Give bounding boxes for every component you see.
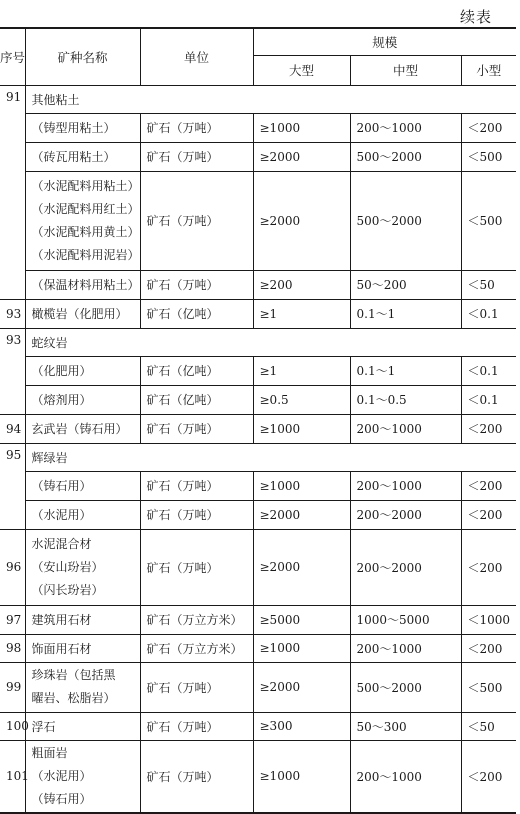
small-value: ＜200 — [461, 529, 516, 605]
small-value: ＜500 — [461, 142, 516, 171]
table-row — [0, 142, 516, 171]
large-value: ≥2000 — [253, 142, 350, 171]
unit-cell: 矿石（万吨） — [140, 662, 253, 712]
table-row — [0, 712, 516, 740]
large-value: ≥1000 — [253, 740, 350, 813]
row-number: 100 — [0, 712, 25, 740]
mineral-name-line: （水泥配料用红土） — [31, 201, 140, 216]
mineral-name: 辉绿岩 — [25, 443, 516, 471]
large-value: ≥2000 — [253, 529, 350, 605]
mineral-name-line: 曜岩、松脂岩） — [31, 691, 116, 705]
unit-cell: 矿石（万吨） — [140, 414, 253, 443]
medium-value: 200～1000 — [350, 634, 461, 662]
small-value: ＜200 — [461, 634, 516, 662]
table-row — [0, 85, 516, 113]
row-number: 93 — [0, 299, 25, 328]
continued-label: 续表 — [459, 8, 492, 26]
small-value: ＜200 — [461, 471, 516, 500]
medium-value: 200～2000 — [350, 529, 461, 605]
table-row — [0, 414, 516, 443]
mineral-name-line: （水泥配料用黄土） — [31, 224, 140, 239]
mineral-name: （铸石用） — [25, 471, 140, 500]
mineral-name-multiline — [25, 171, 140, 270]
header-medium: 中型 — [350, 55, 461, 85]
small-value: ＜500 — [461, 662, 516, 712]
mineral-name-line: （闪长玢岩） — [31, 582, 104, 597]
small-value: ＜200 — [461, 113, 516, 142]
header-small: 小型 — [461, 55, 516, 85]
header-scale: 规模 — [253, 28, 516, 55]
small-value: ＜0.1 — [461, 356, 516, 385]
medium-value: 200～1000 — [350, 113, 461, 142]
table-row — [0, 270, 516, 299]
mineral-name: 建筑用石材 — [25, 605, 140, 634]
large-value: ≥2000 — [253, 171, 350, 270]
unit-cell: 矿石（万吨） — [140, 529, 253, 605]
unit-cell: 矿石（万吨） — [140, 270, 253, 299]
large-value: ≥200 — [253, 270, 350, 299]
mineral-name-line: （安山玢岩） — [31, 559, 104, 574]
row-number: 99 — [0, 662, 25, 712]
large-value: ≥1000 — [253, 414, 350, 443]
table-row — [0, 500, 516, 529]
unit-cell: 矿石（万立方米） — [140, 634, 253, 662]
small-value: ＜0.1 — [461, 299, 516, 328]
large-value: ≥5000 — [253, 605, 350, 634]
unit-cell: 矿石（亿吨） — [140, 356, 253, 385]
large-value: ≥1000 — [253, 471, 350, 500]
row-number: 96 — [0, 529, 25, 605]
medium-value: 200～2000 — [350, 500, 461, 529]
table-row — [0, 113, 516, 142]
mineral-name: （化肥用） — [25, 356, 140, 385]
row-number: 97 — [0, 605, 25, 634]
medium-value: 200～1000 — [350, 471, 461, 500]
table-row — [0, 634, 516, 662]
mineral-name: 浮石 — [25, 712, 140, 740]
header-unit: 单位 — [140, 28, 253, 85]
header-large: 大型 — [253, 55, 350, 85]
row-number: 98 — [0, 634, 25, 662]
small-value: ＜200 — [461, 414, 516, 443]
medium-value: 0.1～1 — [350, 356, 461, 385]
table-row — [0, 471, 516, 500]
mineral-name: 玄武岩（铸石用） — [25, 414, 140, 443]
mineral-name-line: （水泥配料用粘土） — [31, 178, 140, 193]
mineral-name: 其他粘土 — [25, 85, 516, 113]
table-row — [0, 740, 516, 813]
header-no: 序号 — [0, 28, 25, 85]
large-value: ≥1 — [253, 356, 350, 385]
mineral-scale-table — [0, 27, 516, 814]
table-row — [0, 299, 516, 328]
unit-cell: 矿石（亿吨） — [140, 299, 253, 328]
small-value: ＜0.1 — [461, 385, 516, 414]
mineral-name-line: （铸石用） — [31, 791, 92, 806]
row-number: 94 — [0, 414, 25, 443]
large-value: ≥2000 — [253, 662, 350, 712]
table-row — [0, 385, 516, 414]
mineral-name-line: 水泥混合材 — [31, 536, 92, 551]
mineral-name: （水泥用） — [25, 500, 140, 529]
mineral-name-multiline — [25, 529, 140, 605]
medium-value: 50～200 — [350, 270, 461, 299]
row-number: 93 — [0, 328, 25, 414]
mineral-name-line: 粗面岩 — [31, 745, 68, 760]
medium-value: 200～1000 — [350, 414, 461, 443]
medium-value: 500～2000 — [350, 662, 461, 712]
unit-cell: 矿石（亿吨） — [140, 385, 253, 414]
mineral-name: 饰面用石材 — [25, 634, 140, 662]
mineral-name: （保温材料用粘土） — [25, 270, 140, 299]
medium-value: 200～1000 — [350, 740, 461, 813]
mineral-name: 蛇纹岩 — [25, 328, 516, 356]
medium-value: 50～300 — [350, 712, 461, 740]
mineral-name-line: （水泥配料用泥岩） — [31, 247, 140, 262]
mineral-name: （铸型用粘土） — [25, 113, 140, 142]
small-value: ＜50 — [461, 270, 516, 299]
table-row — [0, 662, 516, 712]
mineral-name-multiline — [25, 662, 140, 712]
table-row — [0, 529, 516, 605]
medium-value: 500～2000 — [350, 142, 461, 171]
table-row — [0, 605, 516, 634]
table-row — [0, 171, 516, 270]
small-value: ＜1000 — [461, 605, 516, 634]
medium-value: 1000～5000 — [350, 605, 461, 634]
row-number: 95 — [0, 443, 25, 529]
table-row — [0, 356, 516, 385]
small-value: ＜500 — [461, 171, 516, 270]
unit-cell: 矿石（万立方米） — [140, 605, 253, 634]
unit-cell: 矿石（万吨） — [140, 500, 253, 529]
large-value: ≥2000 — [253, 500, 350, 529]
unit-cell: 矿石（万吨） — [140, 740, 253, 813]
mineral-name-line: 珍珠岩（包括黑 — [31, 668, 116, 682]
table-row — [0, 443, 516, 471]
medium-value: 0.1～0.5 — [350, 385, 461, 414]
unit-cell: 矿石（万吨） — [140, 171, 253, 270]
large-value: ≥1000 — [253, 634, 350, 662]
header-mineral: 矿种名称 — [25, 28, 140, 85]
unit-cell: 矿石（万吨） — [140, 142, 253, 171]
unit-cell: 矿石（万吨） — [140, 113, 253, 142]
large-value: ≥1 — [253, 299, 350, 328]
small-value: ＜200 — [461, 500, 516, 529]
mineral-name: （熔剂用） — [25, 385, 140, 414]
small-value: ＜50 — [461, 712, 516, 740]
mineral-name-multiline — [25, 740, 140, 813]
unit-cell: 矿石（万吨） — [140, 471, 253, 500]
mineral-name: 橄榄岩（化肥用） — [25, 299, 140, 328]
small-value: ＜200 — [461, 740, 516, 813]
row-number: 91 — [0, 85, 25, 299]
unit-cell: 矿石（万吨） — [140, 712, 253, 740]
row-number: 101 — [0, 740, 25, 813]
table-row — [0, 328, 516, 356]
medium-value: 0.1～1 — [350, 299, 461, 328]
large-value: ≥1000 — [253, 113, 350, 142]
medium-value: 500～2000 — [350, 171, 461, 270]
mineral-name: （砖瓦用粘土） — [25, 142, 140, 171]
large-value: ≥0.5 — [253, 385, 350, 414]
mineral-name-line: （水泥用） — [31, 768, 92, 783]
large-value: ≥300 — [253, 712, 350, 740]
